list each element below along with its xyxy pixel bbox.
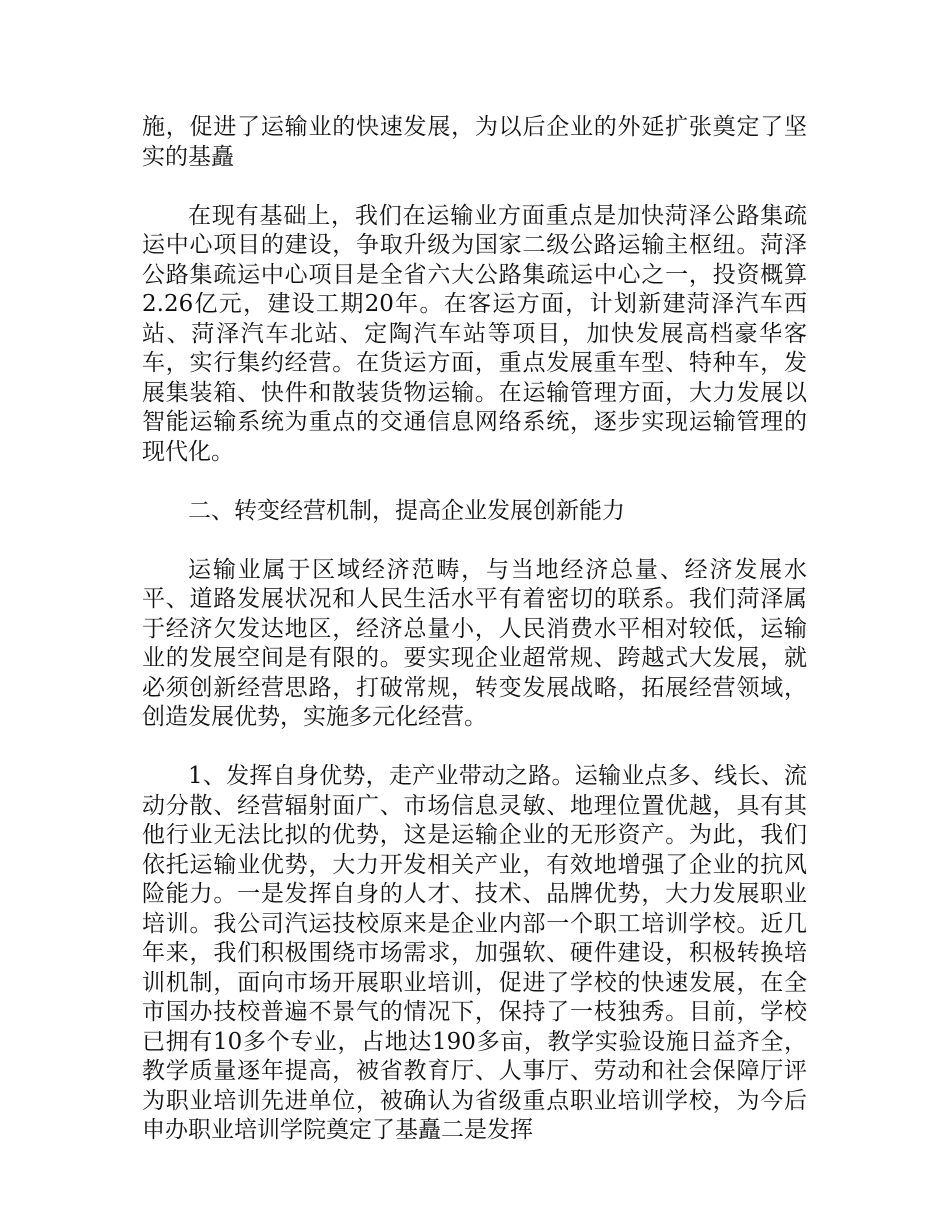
section-heading: 二、转变经营机制，提高企业发展创新能力	[188, 497, 625, 524]
document-page	[142, 113, 807, 1146]
paragraph-continuation: 施，促进了运输业的快速发展，为以后企业的外延扩张奠定了坚实的基矗	[142, 114, 807, 170]
paragraph-advantages: 1、发挥自身优势，走产业带动之路。运输业点多、线长、流动分散、经营辐射面广、市场信息灵敏、地理位置优越，具有其他行业无法比拟的优势，这是运输企业的无形资产。为此，我们依托运输业优势，大力开发相关产业，有效地增强了企业的抗风险能力。一是发挥自身的人才、技术、品牌优势，大力发展职业培训。我公司汽运技校原来是企业内部一个职工培训学校。近几年来，我们积极围绕市场需求，加强软、硬件建设，积极转换培训机制，面向市场开展职业培训，促进了学校的快速发展，在全市国办技校普遍不景气的情况下，保持了一枝独秀。目前，学校已拥有10多个专业，占地达190多亩，教学实验设施日益齐全，教学质量逐年提高，被省教育厅、人事厅、劳动和社会保障厅评为职业培训先进单位，被确认为省级重点职业培训学校，为今后申办职业培训学院奠定了基矗二是发挥	[142, 763, 807, 1143]
paragraph-transport-plan: 在现有基础上，我们在运输业方面重点是加快菏泽公路集疏运中心项目的建设，争取升级为国家二级公路运输主枢纽。菏泽公路集疏运中心项目是全省六大公路集疏运中心之一，投资概算2.26亿元，建设工期20年。在客运方面，计划新建菏泽汽车西站、菏泽汽车北站、定陶汽车站等项目，加快发展高档豪华客车，实行集约经营。在货运方面，重点发展重车型、特种车，发展集装箱、快件和散装货物运输。在运输管理方面，大力发展以智能运输系统为重点的交通信息网络系统，逐步实现运输管理的现代化。	[142, 202, 807, 465]
paragraph-regional-economy: 运输业属于区域经济范畴，与当地经济总量、经济发展水平、道路发展状况和人民生活水平有着密切的联系。我们菏泽属于经济欠发达地区，经济总量小，人民消费水平相对较低，运输业的发展空间是有限的。要实现企业超常规、跨越式大发展，就必须创新经营思路，打破常规，转变发展战略，拓展经营领域，创造发展优势，实施多元化经营。	[142, 556, 807, 730]
